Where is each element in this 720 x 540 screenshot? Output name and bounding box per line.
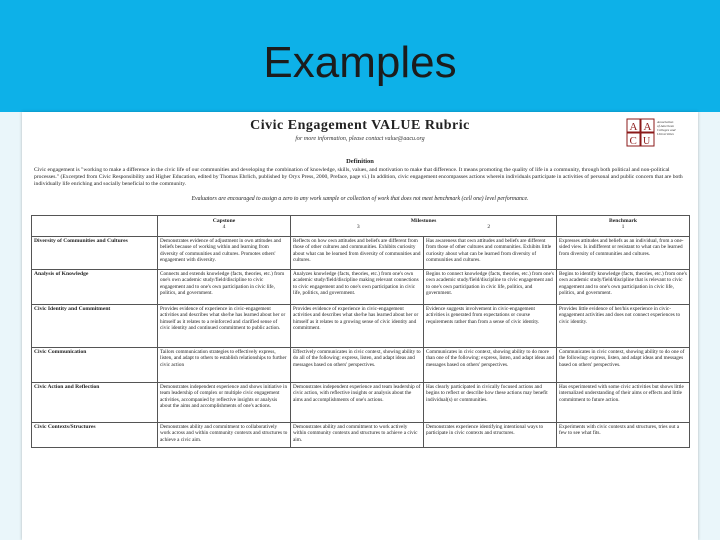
rubric-table (31, 215, 690, 448)
capstone-label: Capstone (212, 218, 236, 224)
table-row (32, 348, 690, 383)
criterion-cell: Civic Action and Reflection (32, 383, 158, 423)
milestone-3-cell: Effectively communicates in civic context, showing ability to do all of the following: express, listen, and adapt ideas and messages based on others' perspectives. (291, 348, 424, 383)
slide-title: Examples (263, 38, 457, 87)
capstone-cell: Demonstrates independent experience and shows initiative in team leadership of complex or multiple civic engagement activities, accompanied by reflective insights or analysis about the aims and accomplishments of one's actions. (158, 383, 291, 423)
table-row (32, 305, 690, 348)
milestone-2-cell: Demonstrates experience identifying intentional ways to participate in civic contexts and structures. (424, 423, 557, 448)
benchmark-cell: Expresses attitudes and beliefs as an individual, from a one-sided view. Is indifferent or resistant to what can be learned from diversity of communities and cultures. (557, 237, 690, 270)
svg-text:Colleges and: Colleges and (657, 128, 676, 132)
criterion-cell: Civic Contexts/Structures (32, 423, 158, 448)
benchmark-cell: Begins to identify knowledge (facts, theories, etc.) from one's own academic study/field/discipline that is relevant to civic engagement and to one's own participation in civic life, politics, and government. (557, 270, 690, 305)
benchmark-cell: Experiments with civic contexts and structures, tries out a few to see what fits. (557, 423, 690, 448)
svg-text:of American: of American (657, 124, 675, 128)
evaluator-note: Evaluators are encouraged to assign a zero to any work sample or collection of work that does not meet benchmark (cell one) level performance. (191, 196, 529, 202)
milestones-label: Milestones (410, 218, 437, 224)
milestone-2-cell: Has clearly participated in civically focused actions and begins to reflect or describe how these actions may benefit individual(s) or communities. (424, 383, 557, 423)
benchmark-label: Benchmark (609, 218, 637, 224)
svg-text:A: A (643, 121, 652, 133)
milestone-3-cell: Demonstrates ability and commitment to work actively within community contexts and structures to achieve a civic aim. (291, 423, 424, 448)
svg-text:A: A (629, 121, 638, 133)
benchmark-cell: Provides little evidence of her/his experience in civic-engagement activities and does not connect experiences to civic identity. (557, 305, 690, 348)
capstone-cell: Demonstrates evidence of adjustment in own attitudes and beliefs because of working within and learning from diversity of communities and cultures. Promotes others' engagement with diversity. (158, 237, 291, 270)
table-row (32, 270, 690, 305)
criterion-cell: Civic Identity and Commitment (32, 305, 158, 348)
header-benchmark (557, 216, 690, 237)
svg-text:Universities: Universities (657, 132, 674, 136)
benchmark-number: 1 (621, 224, 625, 231)
benchmark-cell: Communicates in civic context, showing ability to do one of the following: express, listen, and adapt ideas and messages based on others' perspectives. (557, 348, 690, 383)
header-row (32, 216, 690, 237)
table-row (32, 237, 690, 270)
milestone-3-number: 3 (356, 224, 360, 231)
milestone-3-cell: Analyzes knowledge (facts, theories, etc.) from one's own academic study/field/discipline making relevant connections to civic engagement and to one's own participation in civic life, politics, and government. (291, 270, 424, 305)
svg-text:C: C (629, 135, 637, 147)
milestone-3-cell: Reflects on how own attitudes and beliefs are different from those of other cultures and communities. Exhibits curiosity about what can be learned from diversity of communities and cultures. (291, 237, 424, 270)
definition-heading: Definition (346, 158, 374, 165)
milestone-2-cell: Communicates in civic context, showing ability to do more than one of the following: express, listen, and adapt ideas and messages based on others' perspectives. (424, 348, 557, 383)
table-row (32, 423, 690, 448)
svg-text:U: U (643, 136, 651, 147)
capstone-cell: Tailors communication strategies to effectively express, listen, and adapt to others to establish relationships to further civic action (158, 348, 291, 383)
capstone-cell: Connects and extends knowledge (facts, theories, etc.) from one's own academic study/field/discipline to civic engagement and to one's own participation in civic life, politics, and government. (158, 270, 291, 305)
header-capstone (158, 216, 291, 237)
capstone-cell: Demonstrates ability and commitment to collaboratively work across and within community contexts and structures to achieve a civic aim. (158, 423, 291, 448)
aacu-logo (626, 118, 688, 158)
header-blank (32, 216, 158, 237)
capstone-number: 4 (222, 224, 226, 231)
svg-text:Association: Association (657, 120, 674, 124)
rubric-document (22, 112, 698, 540)
milestone-2-number: 2 (487, 224, 491, 231)
milestone-2-cell: Begins to connect knowledge (facts, theories, etc.) from one's own academic study/field/discipline to civic engagement and to one's own participation in civic life, politics, and government. (424, 270, 557, 305)
milestone-3-cell: Provides evidence of experience in civic-engagement activities and describes what she/he has learned about her or himself as it relates to a growing sense of civic identity and commitment. (291, 305, 424, 348)
criterion-cell: Analysis of Knowledge (32, 270, 158, 305)
milestone-2-cell: Has awareness that own attitudes and beliefs are different from those of other cultures and communities. Exhibits little curiosity about what can be learned from diversity of communities and cultures. (424, 237, 557, 270)
header-milestones (291, 216, 557, 237)
rubric-title: Civic Engagement VALUE Rubric (250, 118, 470, 133)
criterion-cell: Diversity of Communities and Cultures (32, 237, 158, 270)
table-row (32, 383, 690, 423)
criterion-cell: Civic Communication (32, 348, 158, 383)
definition-text: Civic engagement is "working to make a difference in the civic life of our communities and developing the combination of knowledge, skills, values, and motivation to make that difference. It means promoting the quality of life in a community, through both political and non-political processes." (Excerpted from Civic Responsibility and Higher Education, edited by Thomas Ehrlich, published by Oryx Press, 2000, Preface, page vi.) In addition, civic engagement encompasses actions wherein individuals participate in activities of personal and public concern that are both individually life enriching and socially beneficial to the community. (34, 167, 683, 187)
capstone-cell: Provides evidence of experience in civic-engagement activities and describes what she/he has learned about her or himself as it relates to a reinforced and clarified sense of civic identity and continued commitment to public action. (158, 305, 291, 348)
rubric-subtitle: for more information, please contact value@aacu.org (295, 136, 425, 142)
benchmark-cell: Has experimented with some civic activities but shows little internalized understanding of their aims or effects and little commitment to future action. (557, 383, 690, 423)
milestone-3-cell: Demonstrates independent experience and team leadership of civic action, with reflective insights or analysis about the aims and accomplishments of one's actions. (291, 383, 424, 423)
milestone-2-cell: Evidence suggests involvement in civic-engagement activities is generated from expectations or course requirements rather than from a sense of civic identity. (424, 305, 557, 348)
